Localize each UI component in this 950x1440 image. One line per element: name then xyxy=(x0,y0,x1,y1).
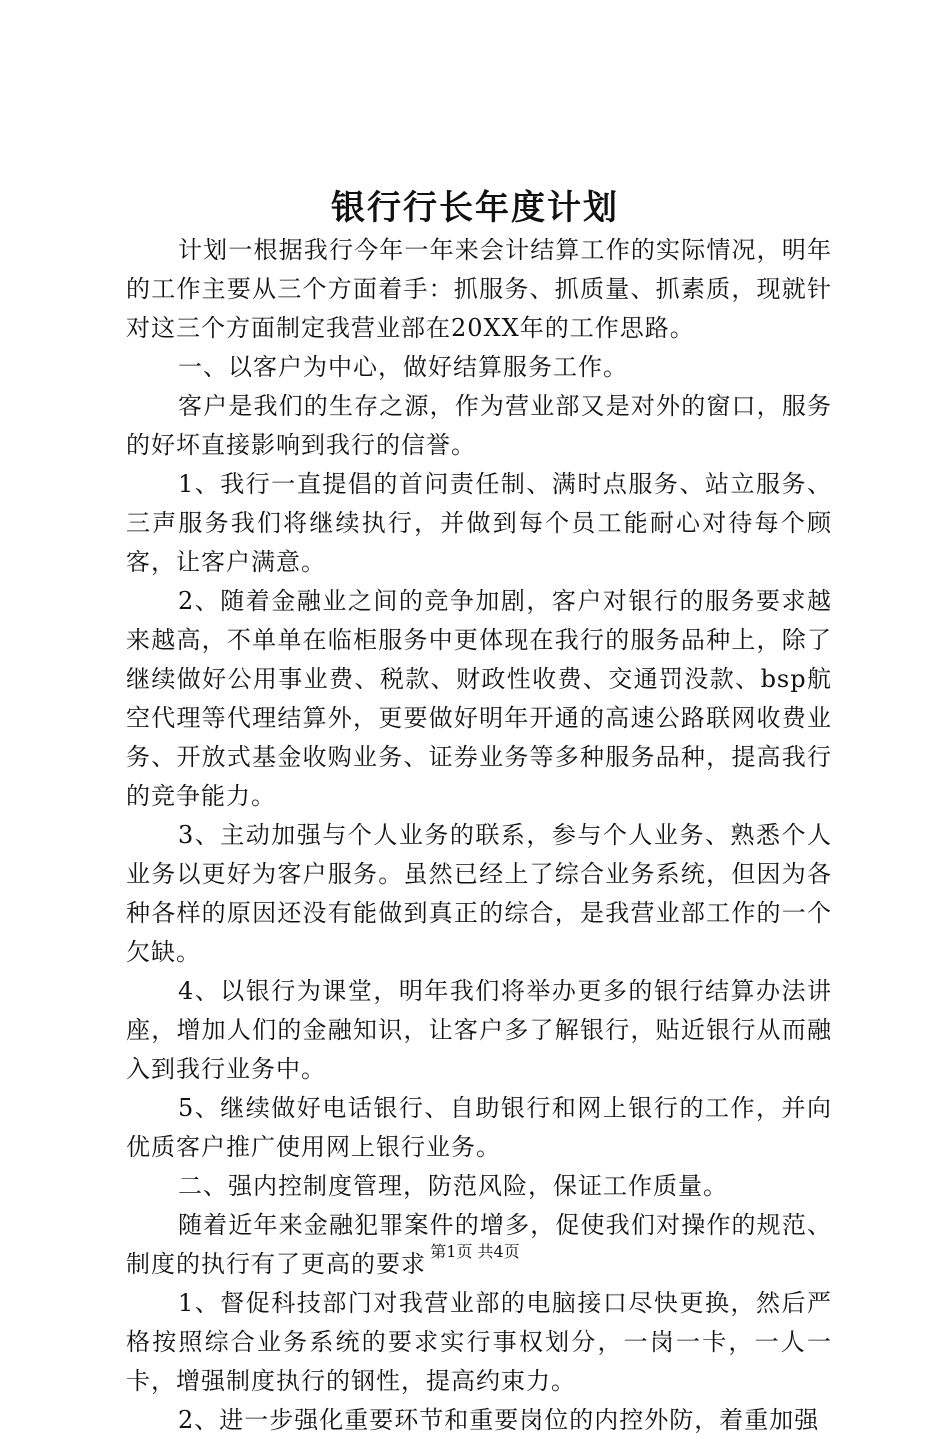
paragraph: 随着近年来金融犯罪案件的增多，促使我们对操作的规范、制度的执行有了更高的要求 xyxy=(126,1211,832,1278)
paragraph: 客户是我们的生存之源，作为营业部又是对外的窗口，服务的好坏直接影响到我行的信誉。 xyxy=(126,392,832,459)
list-item: 2、进一步强化重要环节和重要岗位的内控外防，着重加强 xyxy=(178,1406,820,1434)
list-item: 1、我行一直提倡的首问责任制、满时点服务、站立服务、三声服务我们将继续执行，并做到每个员工能耐心对待每个顾客，让客户满意。 xyxy=(126,470,832,576)
list-item: 5、继续做好电话银行、自助银行和网上银行的工作，并向优质客户推广使用网上银行业务。 xyxy=(126,1094,832,1161)
page-number-footer: 第1页 共4页 xyxy=(430,1242,520,1261)
section-heading-1: 一、以客户为中心，做好结算服务工作。 xyxy=(178,353,628,381)
section-heading-2: 二、强内控制度管理，防范风险，保证工作质量。 xyxy=(178,1172,728,1200)
list-item: 3、主动加强与个人业务的联系，参与个人业务、熟悉个人业务以更好为客户服务。虽然已经上了综合业务系统，但因为各种各样的原因还没有能做到真正的综合，是我营业部工作的一个欠缺。 xyxy=(126,821,832,966)
list-item: 4、以银行为课堂，明年我们将举办更多的银行结算办法讲座，增加人们的金融知识，让客户多了解银行，贴近银行从而融入到我行业务中。 xyxy=(126,977,832,1083)
paragraph-intro: 计划一根据我行今年一年来会计结算工作的实际情况，明年的工作主要从三个方面着手：抓服务、抓质量、抓素质，现就针对这三个方面制定我营业部在20XX年的工作思路。 xyxy=(126,236,832,342)
document-title: 银行行长年度计划 xyxy=(331,188,619,228)
list-item: 2、随着金融业之间的竞争加剧，客户对银行的服务要求越来越高，不单单在临柜服务中更体现在我行的服务品种上，除了继续做好公用事业费、税款、财政性收费、交通罚没款、bsp航空代理等代理结算外，更要做好明年开通的高速公路联网收费业务、开放式基金收购业务、证券业务等多种服务品种，提高我行的竞争能力。 xyxy=(126,587,832,810)
list-item: 1、督促科技部门对我营业部的电脑接口尽快更换，然后严格按照综合业务系统的要求实行事权划分，一岗一卡，一人一卡，增强制度执行的钢性，提高约束力。 xyxy=(126,1289,832,1395)
